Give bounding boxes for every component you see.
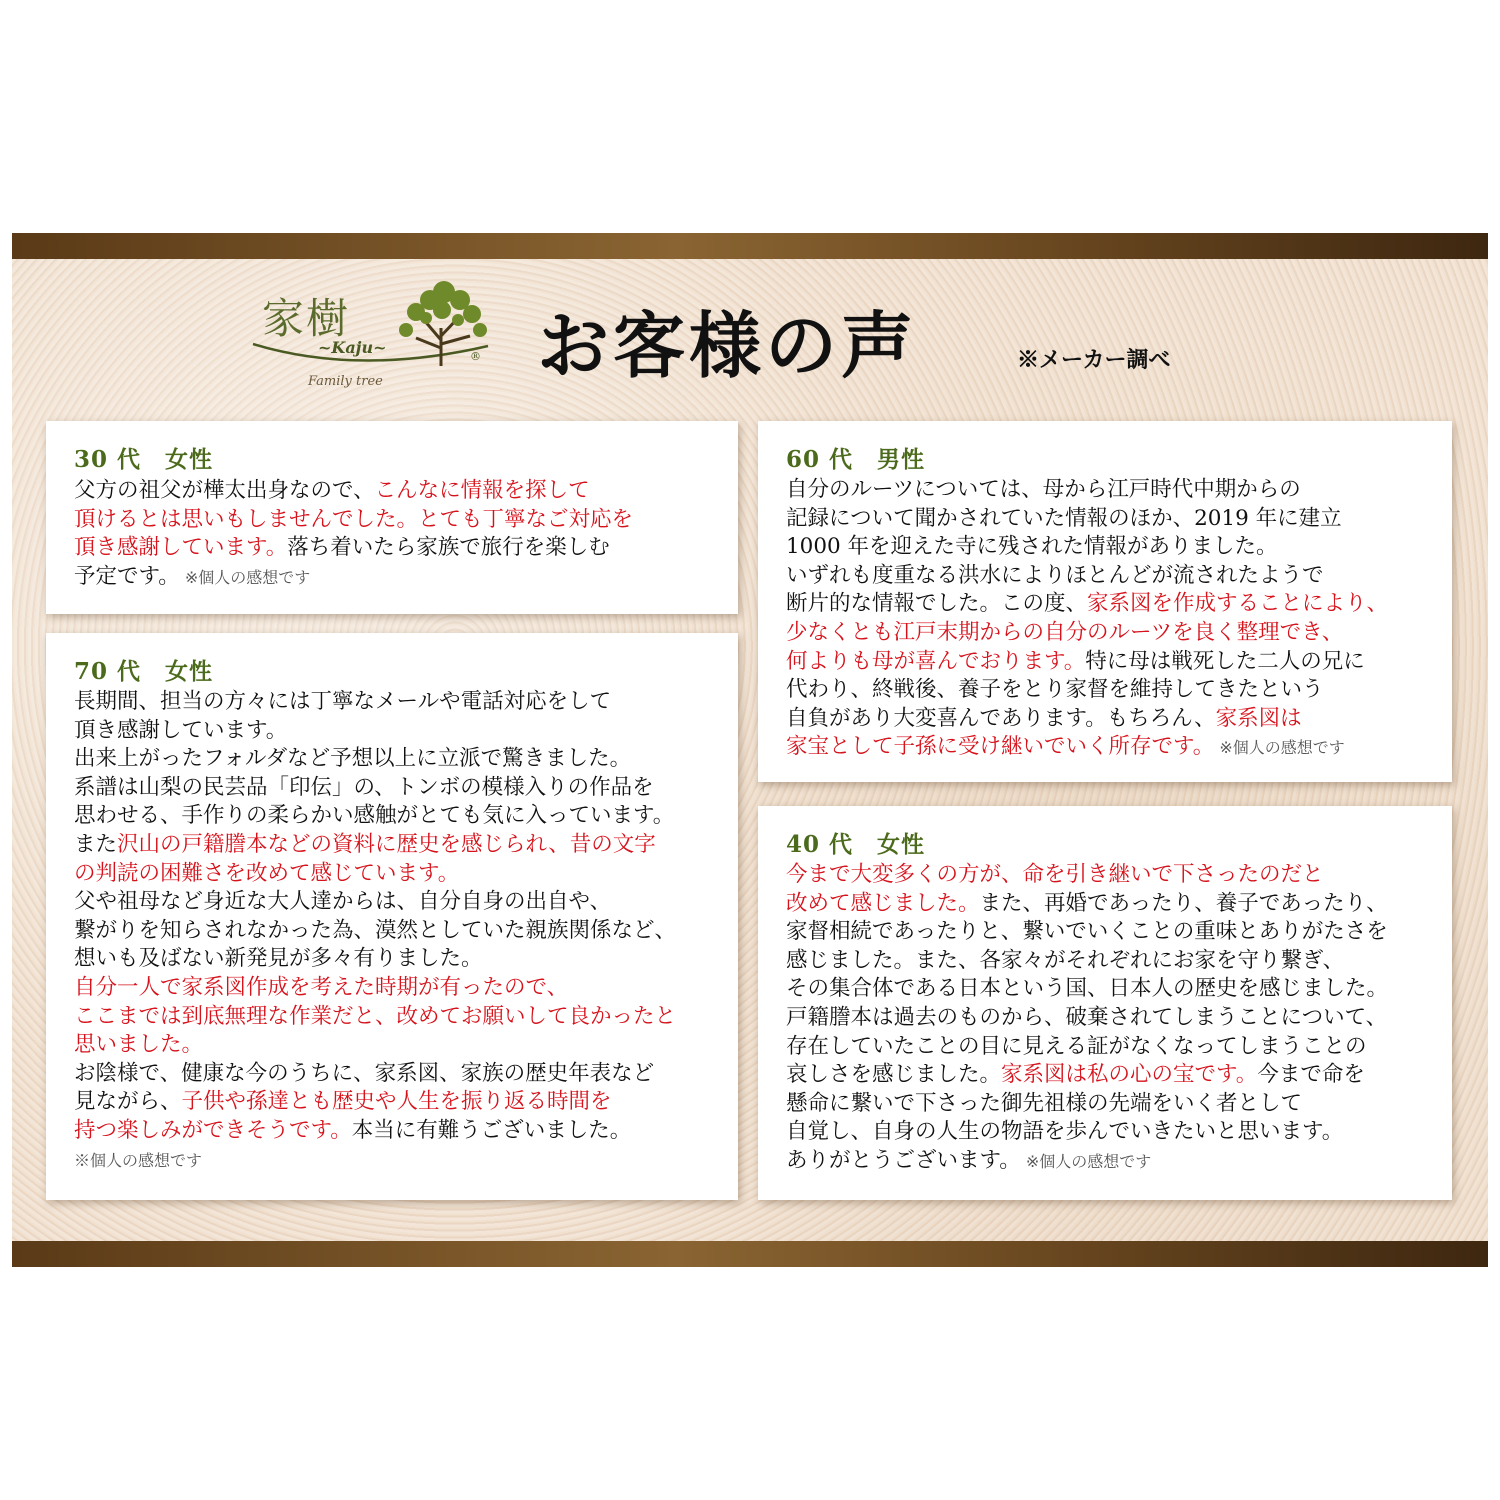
disclaimer-note: ※個人の感想です (74, 1150, 203, 1170)
highlighted-text: 家宝として子孫に受け継いでいく所存です。 (786, 734, 1215, 760)
testimonial-line (74, 1003, 720, 1032)
text-segment: いずれも度重なる洪水によりほとんどが流されたようで (786, 562, 1324, 588)
logo-registered: ® (470, 350, 481, 363)
testimonial-card-30s-female (46, 421, 738, 614)
highlighted-text: 家系図を作成することにより、 (1087, 591, 1389, 617)
testimonial-line (74, 506, 720, 535)
text-segment: 代わり、終戦後、養子をとり家督を維持してきたという (786, 677, 1324, 703)
testimonial-line (74, 1117, 720, 1146)
top-frame-bar (12, 233, 1488, 259)
testimonial-line (786, 648, 1434, 677)
text-segment: お陰様で、健康な今のうちに、家系図、家族の歴史年表など (74, 1060, 655, 1086)
testimonial-line (74, 745, 720, 774)
text-segment: 懸命に繋いで下さった御先祖様の先端をいく者として (786, 1090, 1303, 1116)
text-segment: 父や祖母など身近な大人達からは、自分自身の出自や、 (74, 889, 612, 915)
text-segment: また、再婚であったり、養子であったり、 (979, 890, 1388, 916)
page-title: お客様の声 (537, 303, 918, 388)
testimonial-line (786, 1147, 1434, 1177)
text-segment: 断片的な情報でした。この度、 (786, 591, 1088, 617)
text-segment: 自覚し、自身の人生の物語を歩んでいきたいと思います。 (786, 1119, 1344, 1145)
text-segment: 頂き感謝しています。 (74, 717, 288, 743)
text-segment: また (74, 831, 118, 857)
text-segment: 存在していたことの目に見える証がなくなってしまうことの (786, 1033, 1367, 1059)
testimonial-line (786, 1061, 1434, 1090)
text-segment: 戸籍謄本は過去のものから、破棄されてしまうことについて、 (786, 1004, 1388, 1030)
testimonial-line (786, 562, 1434, 591)
highlighted-text: 頂き感謝しています。 (74, 535, 288, 561)
text-segment: 想いも及ばない新発見が多々有りました。 (74, 946, 483, 972)
disclaimer-note: ※個人の感想です (1214, 738, 1345, 758)
text-segment: 長期間、担当の方々には丁寧なメールや電話対応をして (74, 689, 612, 714)
testimonial-line (74, 802, 720, 831)
text-segment: 家督相続であったりと、繋いでいくことの重味とありがたさを (786, 919, 1388, 945)
kaju-logo (248, 278, 508, 408)
testimonial-line (74, 717, 720, 746)
text-segment: 1000 年を迎えた寺に残された情報がありました。 (786, 534, 1278, 560)
testimonial-line (786, 733, 1434, 763)
testimonial-line (786, 890, 1434, 919)
card-title: 40 代 女性 (786, 831, 926, 858)
testimonial-card-60s-male (758, 421, 1452, 782)
testimonial-line (74, 477, 720, 506)
text-segment: 本当に有難うございました。 (351, 1117, 632, 1143)
testimonial-line (74, 1146, 720, 1176)
testimonial-line (74, 945, 720, 974)
testimonial-line (74, 860, 720, 889)
highlighted-text: 沢山の戸籍謄本などの資料に歴史を感じられ、昔の文字 (117, 831, 656, 857)
card-title: 60 代 男性 (786, 446, 926, 473)
text-segment: 繋がりを知らされなかった為、漠然としていた親族関係など、 (74, 917, 677, 943)
bottom-frame-bar (12, 1241, 1488, 1267)
card-body (74, 477, 720, 592)
highlighted-text: 持つ楽しみができそうです。 (74, 1117, 352, 1143)
testimonial-line (786, 590, 1434, 619)
text-segment: 父方の祖父が樺太出身なので、 (74, 478, 375, 503)
testimonial-line (74, 534, 720, 563)
testimonial-card-40s-female (758, 806, 1452, 1200)
testimonial-line (786, 947, 1434, 976)
highlighted-text: 家系図は私の心の宝です。 (1001, 1062, 1258, 1088)
testimonial-line (74, 831, 720, 860)
testimonial-line (74, 1060, 720, 1089)
testimonial-line (786, 619, 1434, 648)
text-segment: ありがとうございます。 (786, 1147, 1021, 1173)
testimonial-line (786, 1033, 1434, 1062)
highlighted-text: 何よりも母が喜んでおります。 (786, 648, 1086, 674)
testimonial-line (786, 975, 1434, 1004)
card-body (786, 476, 1434, 763)
text-segment: 自分のルーツについては、母から江戸時代中期からの (786, 477, 1301, 502)
card-body (786, 861, 1434, 1177)
highlighted-text: ここまでは到底無理な作業だと、改めてお願いして良かったと (74, 1003, 677, 1029)
disclaimer-note: ※個人の感想です (179, 567, 311, 587)
highlighted-text: 頂けるとは思いもしませんでした。とても丁寧なご対応を (74, 506, 634, 532)
testimonial-banner (12, 233, 1488, 1267)
testimonial-line (786, 1004, 1434, 1033)
card-body (74, 688, 720, 1175)
highlighted-text: 改めて感じました。 (786, 890, 980, 916)
testimonial-card-70s-female (46, 633, 738, 1200)
testimonial-line (786, 533, 1434, 562)
highlighted-text: 思いました。 (74, 1032, 204, 1058)
highlighted-text: の判読の困難さを改めて感じています。 (74, 860, 460, 886)
testimonial-line (786, 476, 1434, 505)
highlighted-text: 子供や孫達とも歴史や人生を振り返る時間を (181, 1089, 612, 1115)
testimonial-line (786, 705, 1434, 734)
text-segment: 見ながら、 (74, 1089, 182, 1115)
testimonial-line (74, 917, 720, 946)
text-segment: 出来上がったフォルダなど予想以上に立派で驚きました。 (74, 746, 632, 772)
text-segment: 感じました。また、各家々がそれぞれにお家を守り繋ぎ、 (786, 947, 1345, 973)
highlighted-text: 自分一人で家系図作成を考えた時期が有ったので、 (74, 974, 569, 1000)
testimonial-line (74, 774, 720, 803)
maker-note: ※メーカー調べ (1017, 347, 1171, 373)
text-segment: 記録について聞かされていた情報のほか、2019 年に建立 (786, 505, 1342, 531)
testimonial-line (786, 1090, 1434, 1119)
testimonial-line (786, 676, 1434, 705)
testimonial-line (74, 888, 720, 917)
text-segment: 思わせる、手作りの柔らかい感触がとても気に入っています。 (74, 803, 675, 829)
logo-kanji: 家樹 (262, 294, 351, 343)
testimonial-line (74, 563, 720, 593)
text-segment: 今まで命を (1257, 1062, 1365, 1088)
testimonial-line (786, 1118, 1434, 1147)
testimonial-line (786, 918, 1434, 947)
testimonial-line (74, 1031, 720, 1060)
card-title: 30 代 女性 (74, 446, 214, 473)
disclaimer-note: ※個人の感想です (1020, 1151, 1152, 1171)
card-title: 70 代 女性 (74, 658, 214, 685)
highlighted-text: 少なくとも江戸末期からの自分のルーツを良く整理でき、 (786, 619, 1344, 645)
text-segment: 予定です。 (74, 563, 180, 589)
testimonial-line (74, 974, 720, 1003)
text-segment: 系譜は山梨の民芸品「印伝」の、トンボの模様入りの作品を (74, 774, 654, 800)
testimonial-line (74, 1088, 720, 1117)
testimonial-line (74, 688, 720, 717)
text-segment: 特に母は戦死した二人の兄に (1085, 648, 1365, 674)
highlighted-text: 家系図は (1215, 705, 1302, 731)
testimonial-line (786, 505, 1434, 534)
logo-kaju: ~Kaju~ (318, 338, 387, 357)
text-segment: その集合体である日本という国、日本人の歴史を感じました。 (786, 976, 1389, 1002)
logo-family-tree: Family tree (308, 374, 383, 389)
testimonial-line (786, 861, 1434, 890)
highlighted-text: こんなに情報を探して (374, 478, 590, 503)
text-segment: 自負があり大変喜んであります。もちろん、 (786, 705, 1216, 731)
highlighted-text: 今まで大変多くの方が、命を引き継いで下さったのだと (786, 862, 1324, 887)
text-segment: 落ち着いたら家族で旅行を楽しむ (287, 535, 610, 561)
text-segment: 哀しさを感じました。 (786, 1062, 1002, 1088)
